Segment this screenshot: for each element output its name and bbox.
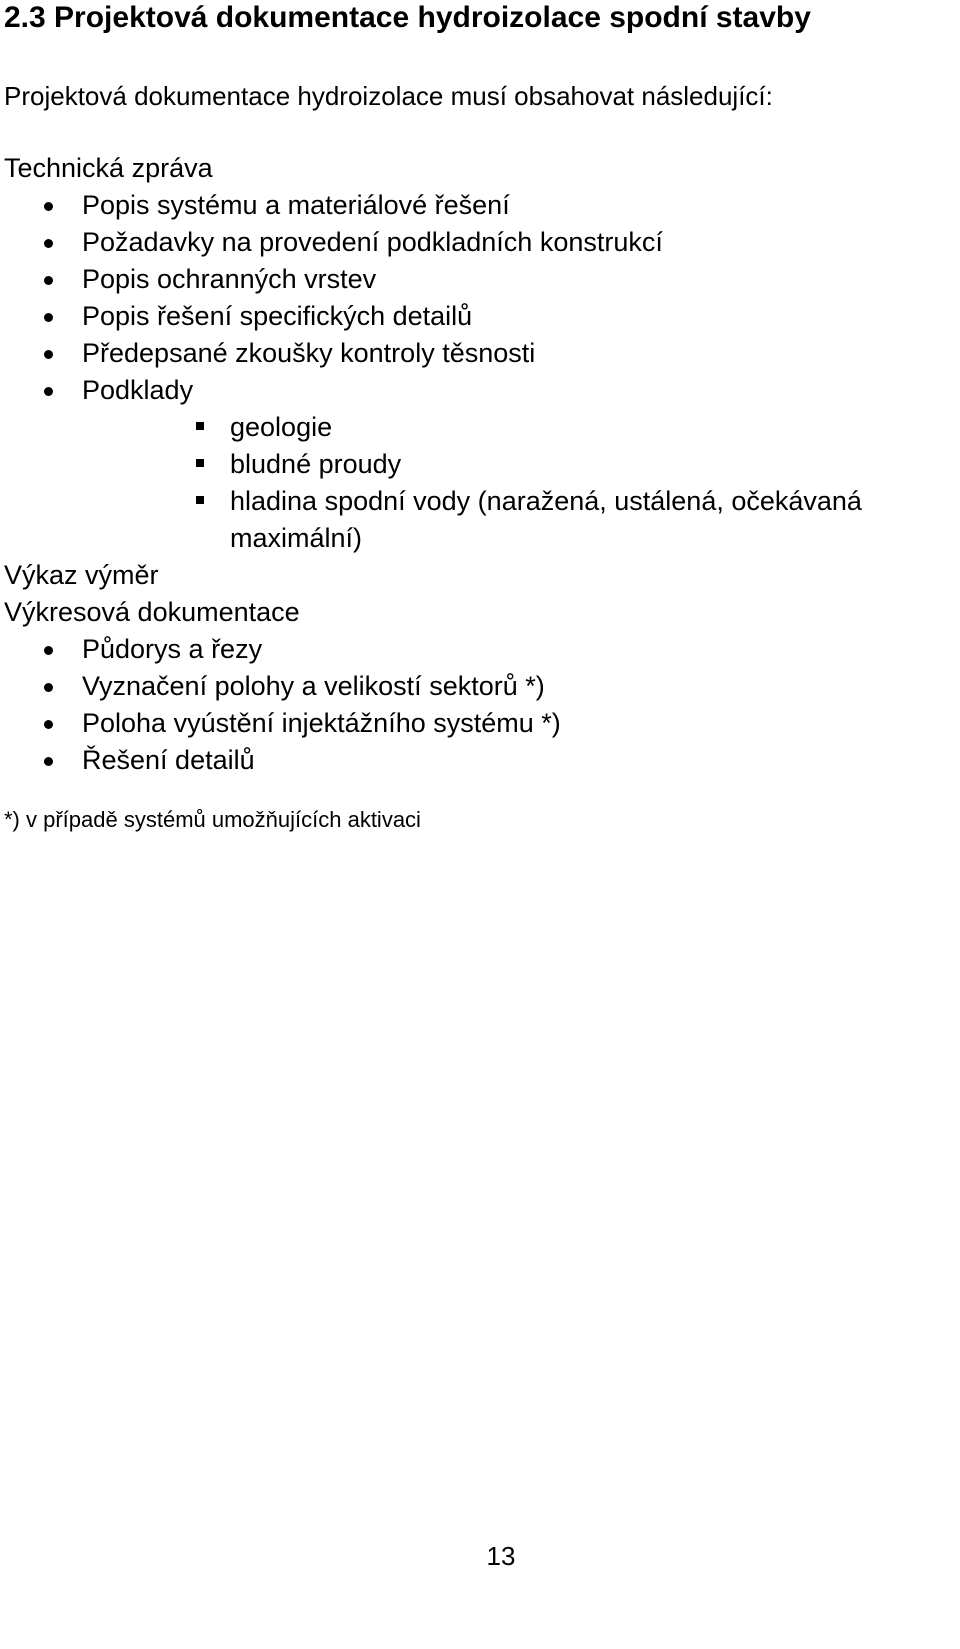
bullet-icon xyxy=(44,350,53,359)
bullet-icon xyxy=(44,646,53,655)
list-item xyxy=(4,224,954,261)
list-item xyxy=(4,705,954,742)
list-item xyxy=(4,261,954,298)
bullet-icon xyxy=(44,202,53,211)
sub-list-item-continuation: maximální) xyxy=(230,523,363,553)
list-item-text: Popis ochranných vrstev xyxy=(82,264,377,294)
list-item-text: Půdorys a řezy xyxy=(82,634,263,664)
intro-paragraph: Projektová dokumentace hydroizolace musí obsahovat následující: xyxy=(4,81,773,111)
list-item-text: Popis řešení specifických detailů xyxy=(82,301,473,331)
list-item-text: Popis systému a materiálové řešení xyxy=(82,190,510,220)
list-item-text: Řešení detailů xyxy=(82,745,255,775)
bullet-icon xyxy=(44,757,53,766)
list-item-text: Poloha vyústění injektážního systému *) xyxy=(82,708,561,738)
square-bullet-icon xyxy=(196,422,204,430)
sub-list-item-text: geologie xyxy=(230,412,333,442)
footnote: *) v případě systémů umožňujících aktivaci xyxy=(4,807,421,832)
square-bullet-icon xyxy=(196,459,204,467)
list-item-text: Požadavky na provedení podkladních konstrukcí xyxy=(82,227,663,257)
bullet-icon xyxy=(44,720,53,729)
list-item xyxy=(4,372,954,409)
sub-list-item xyxy=(4,446,954,483)
sub-list-item xyxy=(4,409,954,446)
list-item xyxy=(4,668,954,705)
document-body xyxy=(4,150,954,779)
list-item xyxy=(4,742,954,779)
sub-list-item-text: hladina spodní vody (naražená, ustálená, očekávaná xyxy=(230,486,862,516)
bullet-icon xyxy=(44,683,53,692)
list-item-text: Vyznačení polohy a velikostí sektorů *) xyxy=(82,671,545,701)
page-number: 13 xyxy=(486,1541,516,1571)
list-item xyxy=(4,187,954,224)
square-bullet-icon xyxy=(196,496,204,504)
list-item-text: Předepsané zkoušky kontroly těsnosti xyxy=(82,338,536,368)
sub-list-item-text: bludné proudy xyxy=(230,449,402,479)
section-heading: 2.3 Projektová dokumentace hydroizolace spodní stavby xyxy=(4,1,811,34)
list-item xyxy=(4,298,954,335)
sub-list-item xyxy=(4,483,954,520)
technical-report-title: Technická zpráva xyxy=(4,153,213,183)
list-item xyxy=(4,631,954,668)
bullet-icon xyxy=(44,276,53,285)
bullet-icon xyxy=(44,313,53,322)
bullet-icon xyxy=(44,387,53,396)
bill-of-quantities-title: Výkaz výměr xyxy=(4,560,159,590)
bullet-icon xyxy=(44,239,53,248)
list-item xyxy=(4,335,954,372)
list-item-text: Podklady xyxy=(82,375,194,405)
drawings-title: Výkresová dokumentace xyxy=(4,597,300,627)
